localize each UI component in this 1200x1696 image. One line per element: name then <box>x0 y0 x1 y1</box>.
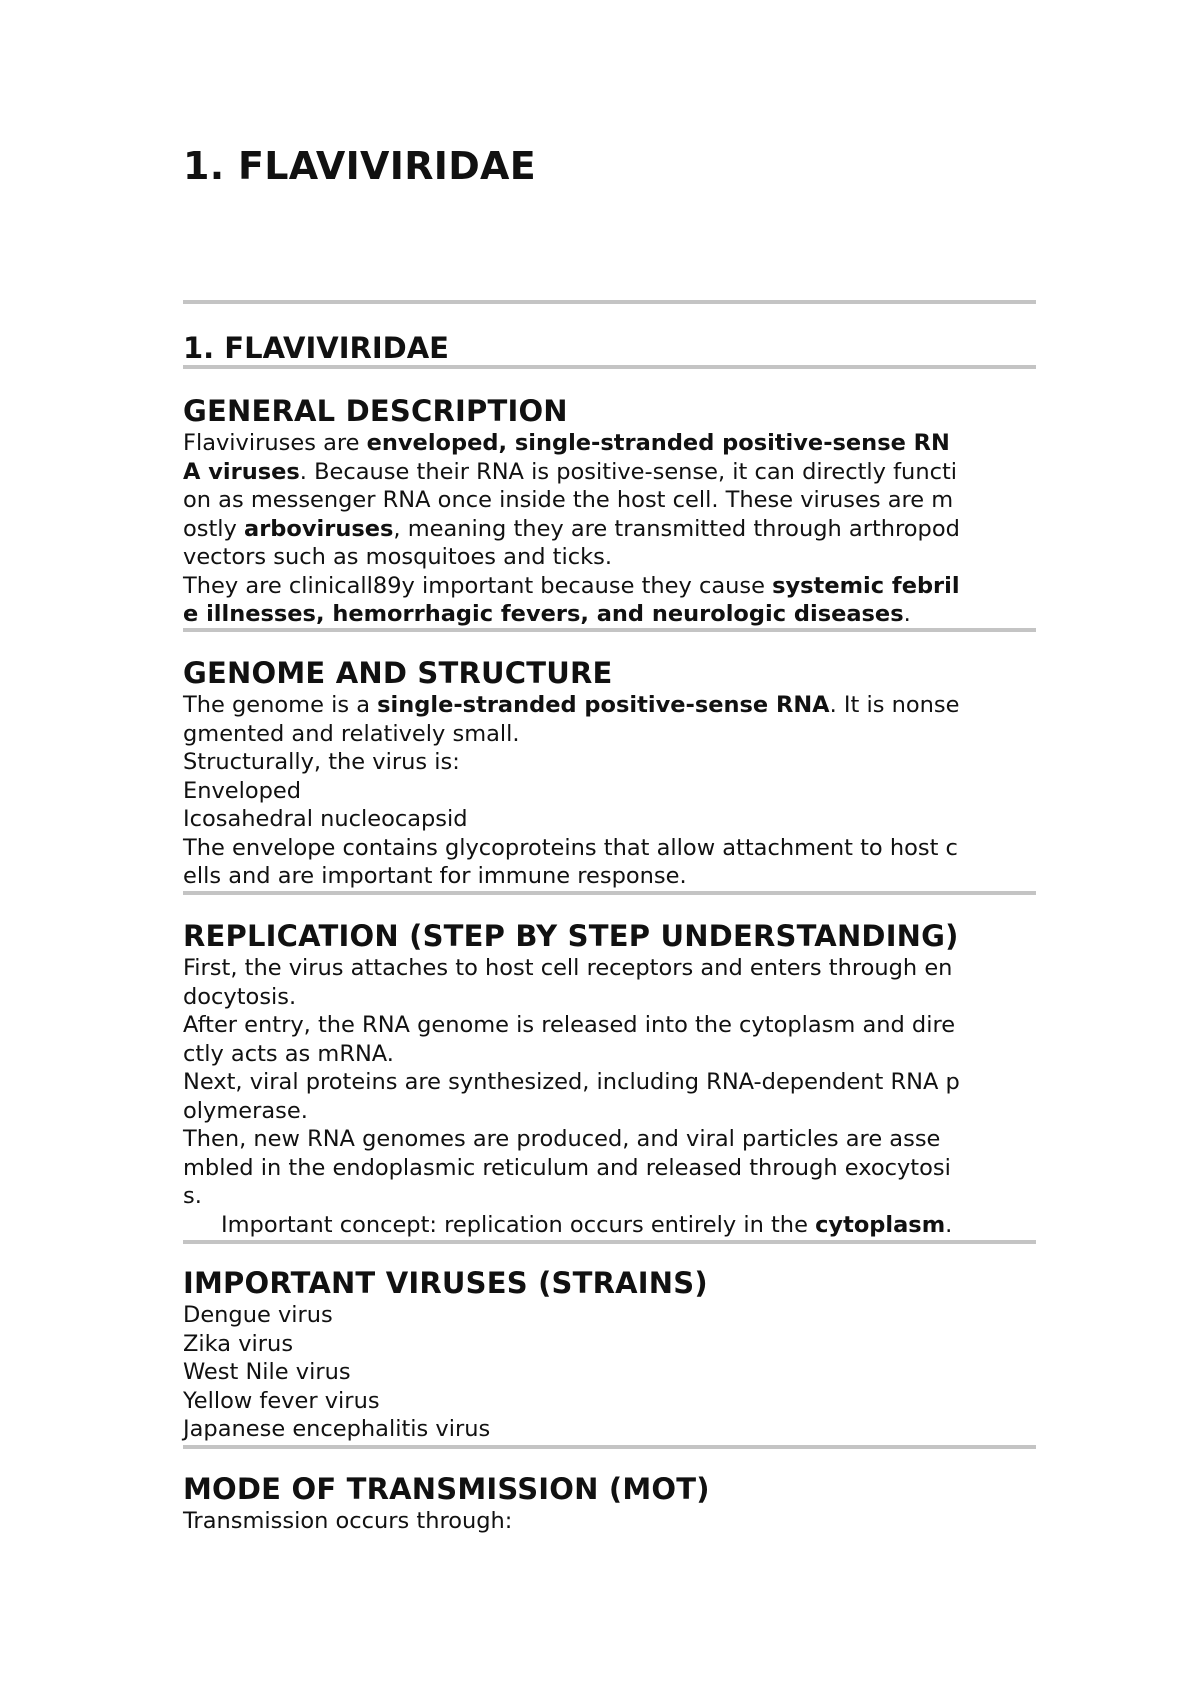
general-description-section <box>183 393 1036 629</box>
text-line: The envelope contains glycoproteins that allow attachment to host c <box>183 834 958 861</box>
divider <box>183 1240 1036 1244</box>
list-item: Dengue virus <box>183 1302 333 1328</box>
text-line: mbled in the endoplasmic reticulum and released through exocytosi <box>183 1154 951 1181</box>
replication-section <box>183 918 1036 1239</box>
text-line: They are clinicall89y important because they cause systemic febril <box>183 572 960 599</box>
text-line: e illnesses, hemorrhagic fevers, and neurologic diseases. <box>183 601 911 627</box>
virus-list <box>183 1301 1036 1444</box>
important-concept: Important concept: replication occurs entirely in the cytoplasm. <box>221 1211 953 1238</box>
document-title: 1. FLAVIVIRIDAE <box>183 144 537 188</box>
replication-heading: REPLICATION (STEP BY STEP UNDERSTANDING) <box>183 919 959 953</box>
divider <box>183 628 1036 632</box>
general-description-heading: GENERAL DESCRIPTION <box>183 394 568 428</box>
text-line: Flaviviruses are enveloped, single-stranded positive-sense RN <box>183 430 950 456</box>
text-line: Icosahedral nucleocapsid <box>183 806 468 832</box>
text-line: on as messenger RNA once inside the host cell. These viruses are m <box>183 487 954 513</box>
text-line: vectors such as mosquitoes and ticks. <box>183 544 613 570</box>
genome-structure-heading: GENOME AND STRUCTURE <box>183 656 613 690</box>
text-line: ostly arboviruses, meaning they are transmitted through arthropod <box>183 515 960 542</box>
text-line: Enveloped <box>183 777 302 804</box>
genome-structure-section <box>183 655 1036 891</box>
text-line: Next, viral proteins are synthesized, including RNA-dependent RNA p <box>183 1069 960 1095</box>
list-item: Zika virus <box>183 1330 294 1357</box>
divider <box>183 1445 1036 1449</box>
text-line: s. <box>183 1183 202 1209</box>
transmission-section <box>183 1471 1036 1536</box>
list-item: West Nile virus <box>183 1359 351 1385</box>
general-description-body <box>183 429 1036 629</box>
divider <box>183 300 1036 304</box>
important-viruses-heading: IMPORTANT VIRUSES (STRAINS) <box>183 1266 708 1300</box>
transmission-body <box>183 1507 1036 1536</box>
text-line: ctly acts as mRNA. <box>183 1040 394 1067</box>
text-line: After entry, the RNA genome is released into the cytoplasm and dire <box>183 1012 956 1038</box>
divider <box>183 891 1036 895</box>
replication-body <box>183 954 1036 1239</box>
text-line: ells and are important for immune response. <box>183 863 687 889</box>
text-line: First, the virus attaches to host cell receptors and enters through en <box>183 955 953 981</box>
text-line: olymerase. <box>183 1097 308 1124</box>
text-line: docytosis. <box>183 983 297 1010</box>
text-line: Then, new RNA genomes are produced, and viral particles are asse <box>183 1126 941 1152</box>
list-item: Yellow fever virus <box>183 1387 380 1414</box>
transmission-heading: MODE OF TRANSMISSION (MOT) <box>183 1472 710 1506</box>
divider <box>183 365 1036 369</box>
important-viruses-section <box>183 1265 1036 1444</box>
genome-structure-body <box>183 691 1036 891</box>
text-line: The genome is a single-stranded positive-sense RNA. It is nonse <box>183 692 960 718</box>
list-item: Japanese encephalitis virus <box>183 1416 491 1442</box>
text-line: Structurally, the virus is: <box>183 749 460 775</box>
text-line: Transmission occurs through: <box>183 1508 513 1534</box>
section-title: 1. FLAVIVIRIDAE <box>183 331 449 365</box>
text-line: gmented and relatively small. <box>183 720 520 747</box>
text-line: A viruses. Because their RNA is positive-sense, it can directly functi <box>183 458 958 485</box>
